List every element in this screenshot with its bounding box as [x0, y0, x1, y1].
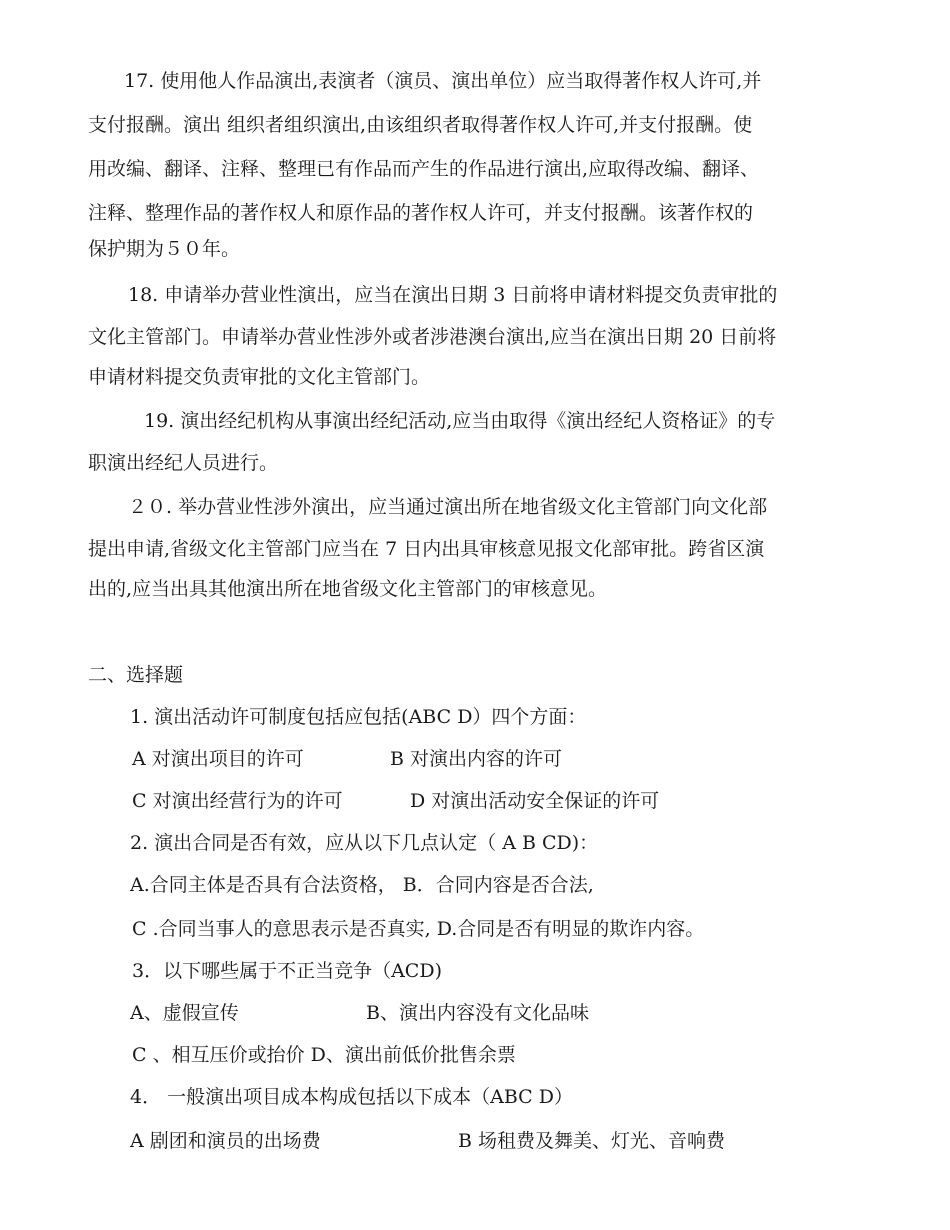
question-1-option-a: A 对演出项目的许可 [132, 748, 304, 770]
question-3-option-b: B、演出内容没有文化品味 [366, 1002, 589, 1024]
question-2-stem: 2. 演出合同是否有效，应从以下几点认定（ A B CD)： [130, 832, 599, 854]
paragraph-18-line-3: 申请材料提交负责审批的文化主管部门。 [88, 366, 431, 388]
question-4-stem: 4． 一般演出项目成本构成包括以下成本（ABC D） [130, 1086, 573, 1108]
paragraph-19-line-2: 职演出经纪人员进行。 [88, 452, 279, 474]
section-heading: 二、选择题 [88, 664, 184, 686]
paragraph-18-line-2: 文化主管部门。申请举办营业性涉外或者涉港澳台演出,应当在演出日期 20 日前将 [88, 326, 777, 348]
paragraph-17-line-3: 用改编、翻译、注释、整理已有作品而产生的作品进行演出,应取得改编、翻译、 [88, 158, 760, 180]
question-3-option-a: A、虚假宣传 [130, 1002, 239, 1024]
paragraph-17-line-1: 17. 使用他人作品演出,表演者（演员、演出单位）应当取得著作权人许可,并 [124, 70, 762, 92]
question-1-option-b: B 对演出内容的许可 [390, 748, 563, 770]
question-2-options-ab: A.合同主体是否具有合法资格， B．合同内容是否合法, [130, 874, 594, 896]
paragraph-17-line-5: 保护期为５０年。 [88, 238, 241, 260]
paragraph-19-line-1: 19. 演出经纪机构从事演出经纪活动,应当由取得《演出经纪人资格证》的专 [144, 410, 776, 432]
paragraph-18-line-1: 18. 申请举办营业性演出，应当在演出日期 3 日前将申请材料提交负责审批的 [128, 284, 778, 306]
question-1-option-d: D 对演出活动安全保证的许可 [410, 790, 660, 812]
question-1-stem: 1. 演出活动许可制度包括应包括(ABC D）四个方面： [130, 706, 587, 728]
paragraph-20-line-2: 提出申请,省级文化主管部门应当在 7 日内出具审核意见报文化部审批。跨省区演 [88, 538, 765, 560]
question-1-option-c: C 对演出经营行为的许可 [132, 790, 343, 812]
question-4-option-b: B 场租费及舞美、灯光、音响费 [458, 1130, 726, 1152]
question-4-option-a: A 剧团和演员的出场费 [130, 1130, 321, 1152]
paragraph-20-line-1: ２０. 举办营业性涉外演出，应当通过演出所在地省级文化主管部门向文化部 [128, 496, 768, 518]
paragraph-17-line-4: 注释、整理作品的著作权人和原作品的著作权人许可，并支付报酬。该著作权的 [88, 202, 754, 224]
question-3-options-cd: C 、相互压价或抬价 D、演出前低价批售余票 [132, 1044, 516, 1066]
question-3-stem: 3．以下哪些属于不正当竞争（ACD) [132, 960, 442, 982]
question-2-options-cd: C .合同当事人的意思表示是否真实, D.合同是否有明显的欺诈内容。 [132, 918, 705, 940]
paragraph-20-line-3: 出的,应当出具其他演出所在地省级文化主管部门的审核意见。 [88, 578, 608, 600]
paragraph-17-line-2: 支付报酬。演出 组织者组织演出,由该组织者取得著作权人许可,并支付报酬。使 [88, 114, 753, 136]
